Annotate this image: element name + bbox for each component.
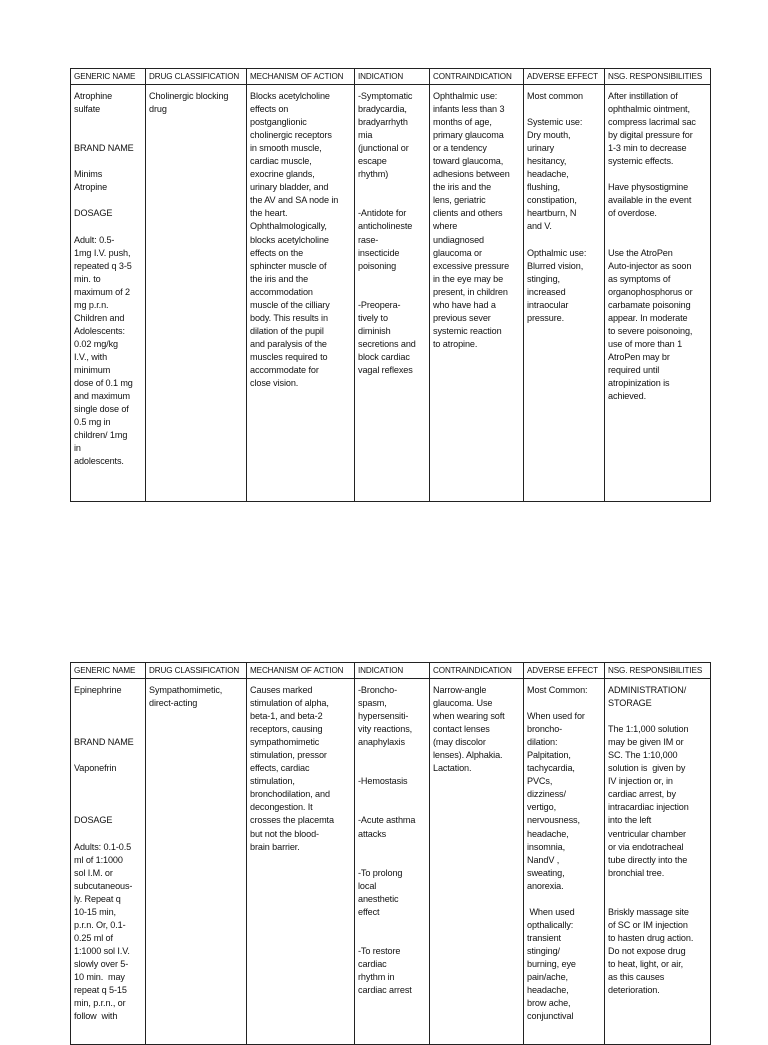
cell-drug-classification	[146, 85, 247, 502]
header-adverse-effect: ADVERSE EFFECT	[524, 663, 605, 679]
header-indication: INDICATION	[355, 69, 430, 85]
indication-text: -Symptomatic bradycardia, bradyarrhyth mia (junctional or escape rhythm) -Antidote for anticholineste rase- insecticide poisoning -Preopera- tively to diminish secretions and block cardiac vagal reflexes	[358, 91, 416, 375]
header-mechanism-of-action: MECHANISM OF ACTION	[247, 663, 355, 679]
adverse-effect-text: Most Common: When used for broncho- dilation: Palpitation, tachycardia, PVCs, dizziness/ vertigo, nervousness, headache, insomnia, NandV , sweating, anorexia. When used opthalically: transient stinging/ burning, eye pain/ache, headache, brow ache, conjunctival	[527, 685, 588, 1022]
cell-contraindication	[430, 85, 524, 502]
header-indication: INDICATION	[355, 663, 430, 679]
cell-adverse-effect	[524, 85, 605, 502]
header-drug-classification: DRUG CLASSIFICATION	[146, 69, 247, 85]
cell-mechanism-of-action	[247, 85, 355, 502]
mechanism-text: Blocks acetylcholine effects on postganglionic cholinergic receptors in smooth muscle, cardiac muscle, exocrine glands, urinary bladder, and the AV and SA node in the heart. Ophthalmologically, blocks acetylcholine effects on the sphincter muscle of the iris and the accommodation muscle of the cilliary body. This results in dilation of the pupil and paralysis of the muscles required to accommodate for close vision.	[250, 91, 339, 389]
header-generic-name: GENERIC NAME	[71, 663, 146, 679]
cell-nsg-responsibilities	[605, 679, 711, 1045]
nsg-responsibilities-text: ADMINISTRATION/ STORAGE The 1:1,000 solution may be given IM or SC. The 1:10,000 solution is given by IV injection or, in cardiac arrest, by intracardiac injection into the left ventricular chamber or via endotracheal tube directly into the bronchial tree. Briskly massage site of SC or IM injection to hasten drug action. Do not expose drug to heat, light, or air, as this causes deterioration.	[608, 685, 694, 996]
header-contraindication: CONTRAINDICATION	[430, 663, 524, 679]
contraindication-text: Narrow-angle glaucoma. Use when wearing soft contact lenses (may discolor lenses). Alphakia. Lactation.	[433, 685, 505, 774]
classification-text: Sympathomimetic, direct-acting	[149, 685, 223, 709]
table-row	[71, 85, 711, 502]
header-mechanism-of-action: MECHANISM OF ACTION	[247, 69, 355, 85]
cell-contraindication	[430, 679, 524, 1045]
header-nsg-responsibilities: NSG. RESPONSIBILITIES	[605, 69, 711, 85]
table-header-row	[71, 663, 711, 679]
header-drug-classification: DRUG CLASSIFICATION	[146, 663, 247, 679]
header-contraindication: CONTRAINDICATION	[430, 69, 524, 85]
table-header-row	[71, 69, 711, 85]
cell-mechanism-of-action	[247, 679, 355, 1045]
drug-table-epinephrine	[70, 662, 711, 1045]
cell-adverse-effect	[524, 679, 605, 1045]
indication-text: -Broncho- spasm, hypersensiti- vity reactions, anaphylaxis -Hemostasis -Acute asthma attacks -To prolong local anesthetic effect -To restore cardiac rhythm in cardiac arrest	[358, 685, 416, 996]
cell-indication	[355, 679, 430, 1045]
cell-nsg-responsibilities	[605, 85, 711, 502]
cell-generic-name	[71, 85, 146, 502]
generic-name-text: Atrophine sulfate BRAND NAME Minims Atropine DOSAGE Adult: 0.5- 1mg I.V. push, repeated q 3-5 min. to maximum of 2 mg p.r.n. Children and Adolescents: 0.02 mg/kg I.V., with minimum dose of 0.1 mg and maximum single dose of 0.5 mg in children/ 1mg in adolescents.	[74, 91, 134, 467]
cell-drug-classification	[146, 679, 247, 1045]
cell-indication	[355, 85, 430, 502]
generic-name-text: Epinephrine BRAND NAME Vaponefrin DOSAGE Adults: 0.1-0.5 ml of 1:1000 sol I.M. or subcutaneous- ly. Repeat q 10-15 min, p.r.n. Or, 0.1- 0.25 ml of 1:1000 sol I.V. slowly over 5- 10 min. may repeat q 5-15 min, p.r.n., or follow with	[74, 685, 134, 1022]
classification-text: Cholinergic blocking drug	[149, 91, 229, 115]
header-adverse-effect: ADVERSE EFFECT	[524, 69, 605, 85]
mechanism-text: Causes marked stimulation of alpha, beta-1, and beta-2 receptors, causing sympathomimetic stimulation, pressor effects, cardiac stimulation, bronchodilation, and decongestion. It crosses the placemta but not the blood- brain barrier.	[250, 685, 334, 852]
header-nsg-responsibilities: NSG. RESPONSIBILITIES	[605, 663, 711, 679]
contraindication-text: Ophthalmic use: infants less than 3 months of age, primary glaucoma or a tendency toward glaucoma, adhesions between the iris and the lens, geriatric clients and others where undiagnosed glaucoma or excessive pressure in the eye may be present, in children who have had a previous sever systemic reaction to atropine.	[433, 91, 510, 349]
drug-table-atropine	[70, 68, 711, 502]
adverse-effect-text: Most common Systemic use: Dry mouth, urinary hesitancy, headache, flushing, constipation, heartburn, N and V. Opthalmic use: Blurred vision, stinging, increased intraocular pressure.	[527, 91, 587, 323]
table-row	[71, 679, 711, 1045]
nsg-responsibilities-text: After instillation of ophthalmic ointment, compress lacrimal sac by digital pressure for 1-3 min to decrease systemic effects. Have physostigmine available in the event of overdose. Use the AtroPen Auto-injector as soon as symptoms of organophosphorus or carbamate poisoning appear. In moderate to severe poisonoing, use of more than 1 AtroPen may br required until atropinization is achieved.	[608, 91, 696, 402]
header-generic-name: GENERIC NAME	[71, 69, 146, 85]
cell-generic-name	[71, 679, 146, 1045]
